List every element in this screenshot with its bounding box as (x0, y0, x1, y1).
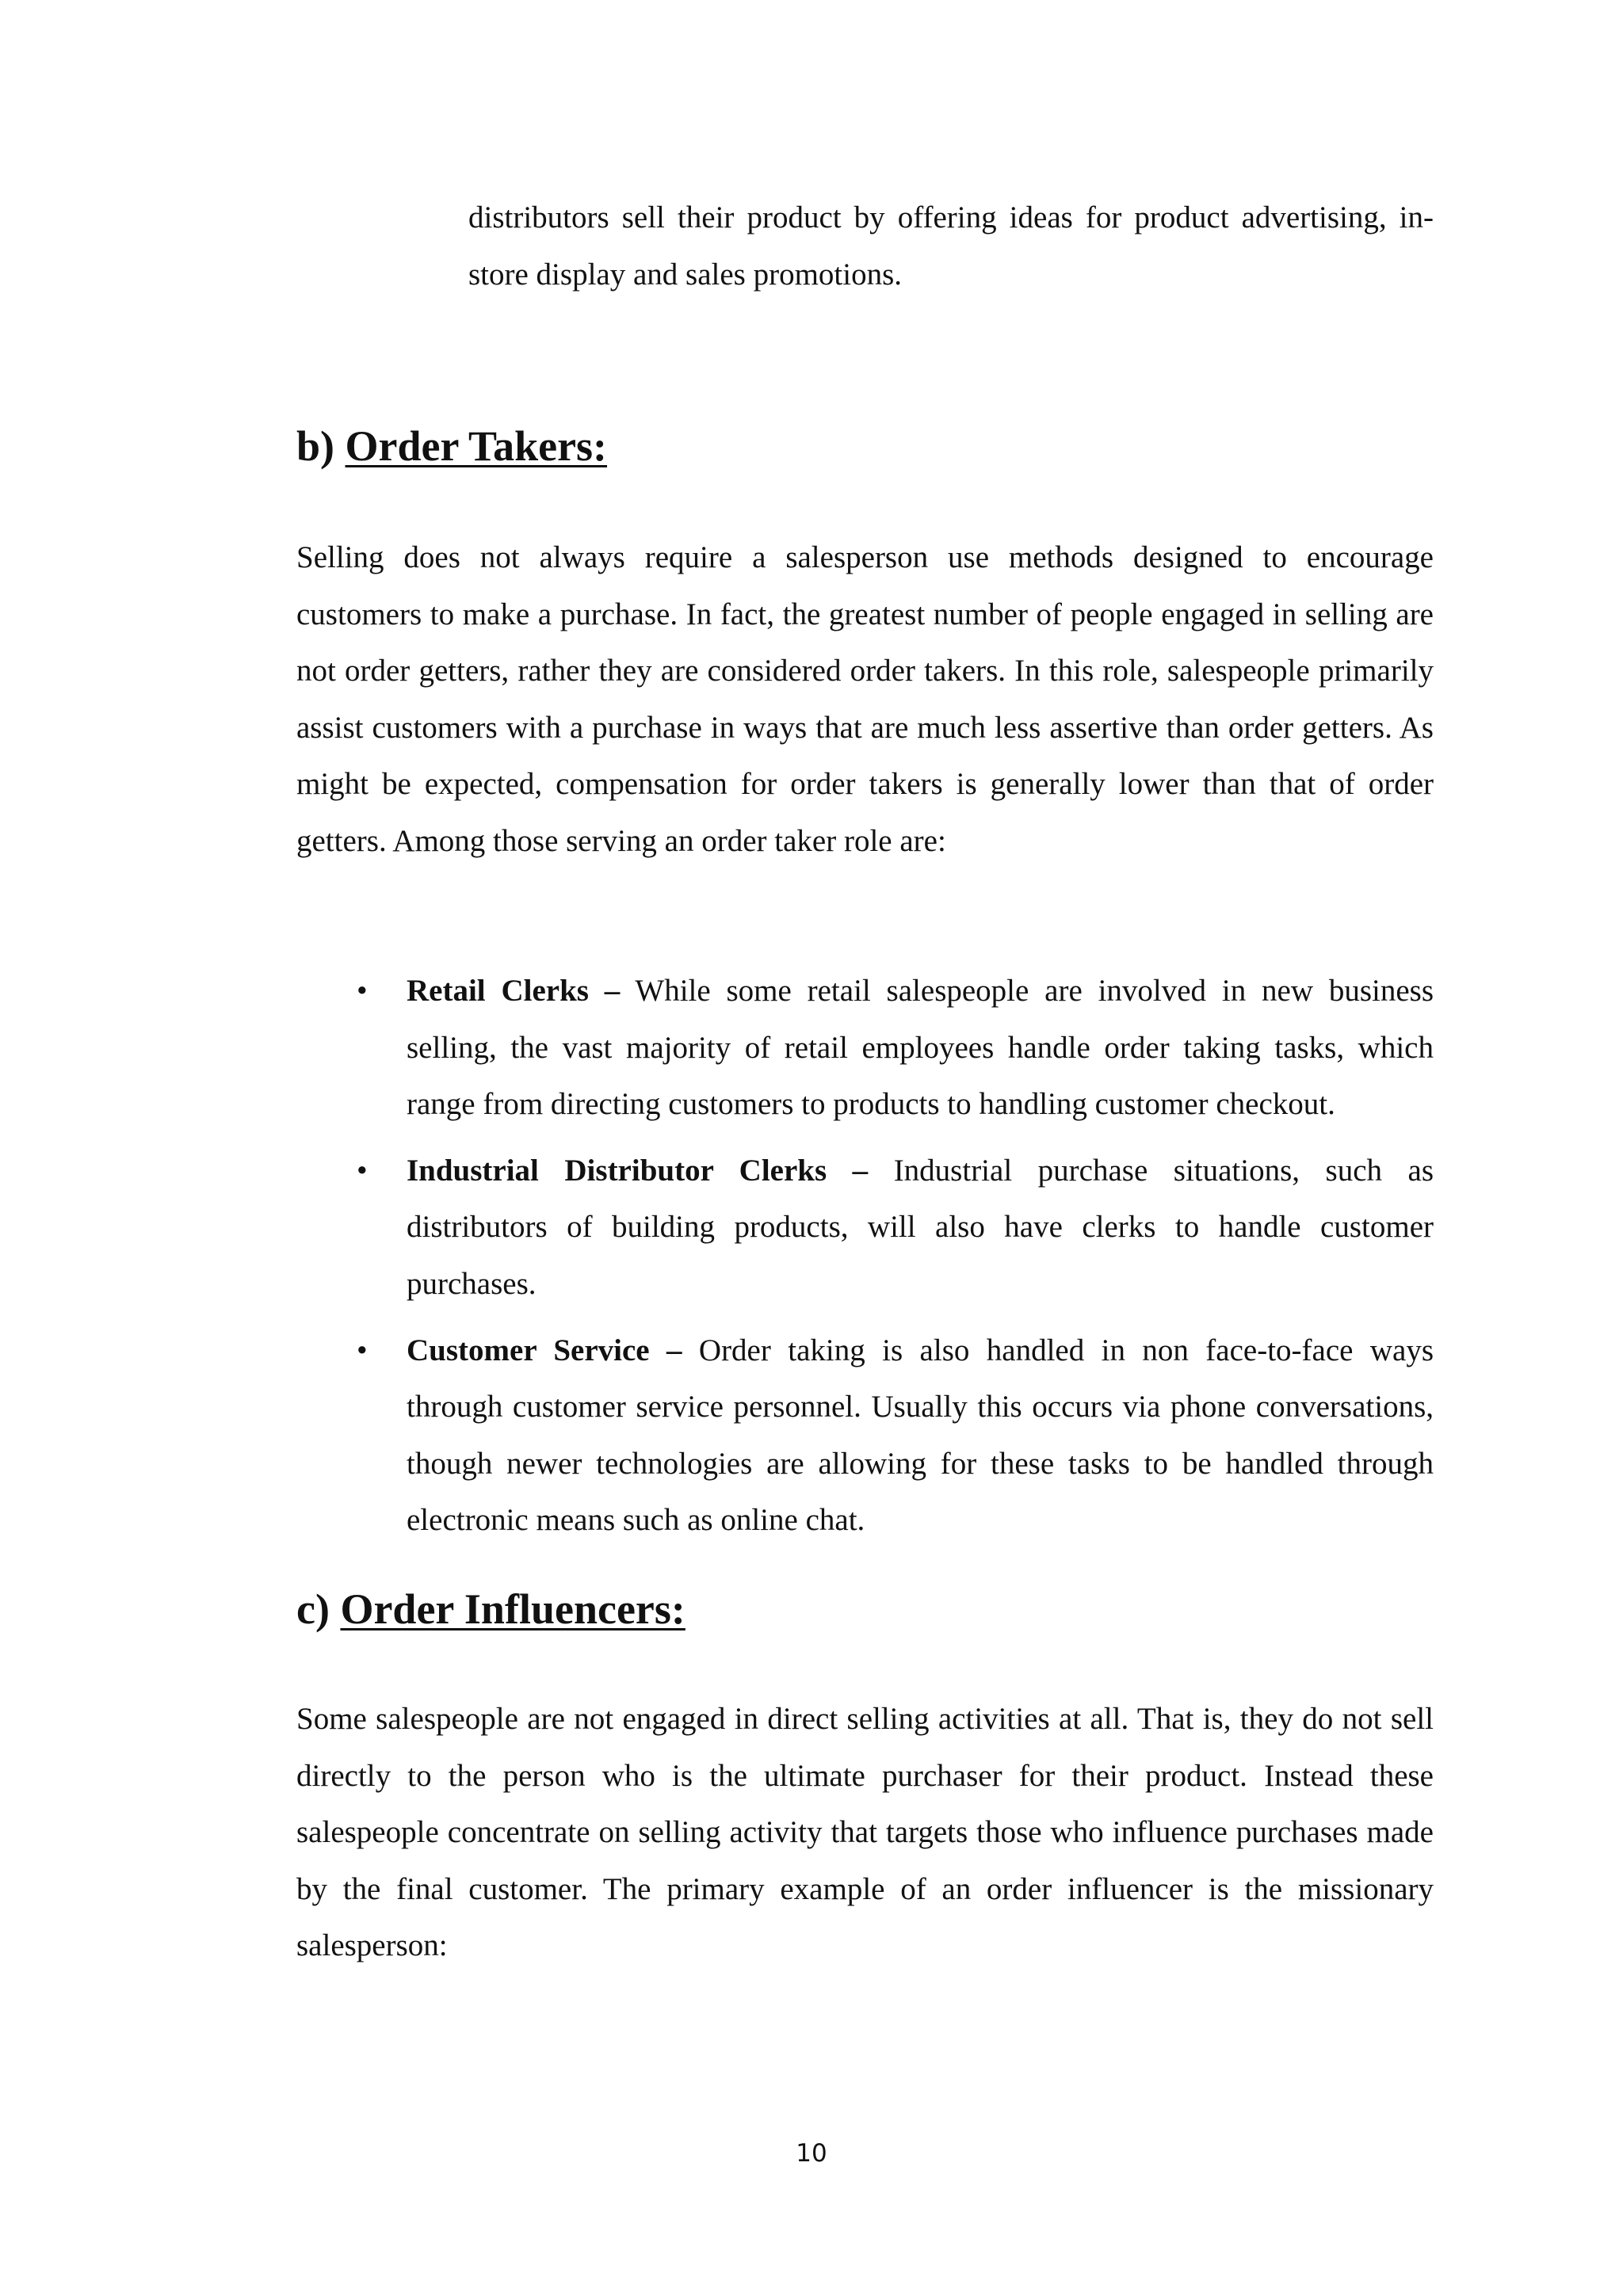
section-b-heading (296, 421, 607, 472)
section-b-title: Order Takers: (345, 422, 608, 470)
list-item-retail-clerks (357, 963, 1434, 1133)
bullet-icon: • (357, 1153, 368, 1188)
section-c-title: Order Influencers: (340, 1585, 685, 1633)
section-c-body: Some salespeople are not engaged in direct selling activities at all. That is, they do not sell directly to the person who is the ultimate purchaser for their product. Instead these salespeople concentrate on selling activity that targets those who influence purchases made by the final customer. The primary example of an order influencer is the missionary salesperson: (296, 1702, 1434, 1963)
list-item-text: While some retail salespeople are involved in new business selling, the vast majority of retail employees handle order taking tasks, which range from directing customers to products to handling customer checkout. (407, 974, 1434, 1122)
list-item-text: Industrial purchase situations, such as distributors of building products, will also have clerks to handle customer purchases. (407, 1153, 1434, 1301)
order-taker-list (357, 963, 1434, 1558)
bullet-icon: • (357, 974, 368, 1008)
bullet-icon: • (357, 1333, 368, 1367)
section-c-heading (296, 1584, 685, 1635)
list-item-customer-service (357, 1322, 1434, 1549)
section-b-prefix: b) (296, 422, 346, 470)
list-item-term: Retail Clerks – (407, 974, 621, 1008)
list-item-term: Customer Service – (407, 1333, 682, 1367)
list-item-term: Industrial Distributor Clerks – (407, 1153, 869, 1188)
list-item-text: Order taking is also handled in non face-to-face ways through customer service personnel. Usually this occurs via phone conversations, though newer technologies are allowing for these tasks to be handled through electronic means such as online chat. (407, 1333, 1434, 1538)
list-item-industrial-distributor-clerks (357, 1142, 1434, 1313)
continuation-paragraph: distributors sell their product by offering ideas for product advertising, in-store display and sales promotions. (468, 200, 1434, 292)
section-b-body: Selling does not always require a salesperson use methods designed to encourage customers to make a purchase. In fact, the greatest number of people engaged in selling are not order getters, rather they are considered order takers. In this role, salespeople primarily assist customers with a purchase in ways that are much less assertive than order getters. As might be expected, compensation for order takers is generally lower than that of order getters. Among those serving an order taker role are: (296, 540, 1434, 858)
section-c-prefix: c) (296, 1585, 341, 1633)
page-number: 10 (796, 2139, 827, 2168)
